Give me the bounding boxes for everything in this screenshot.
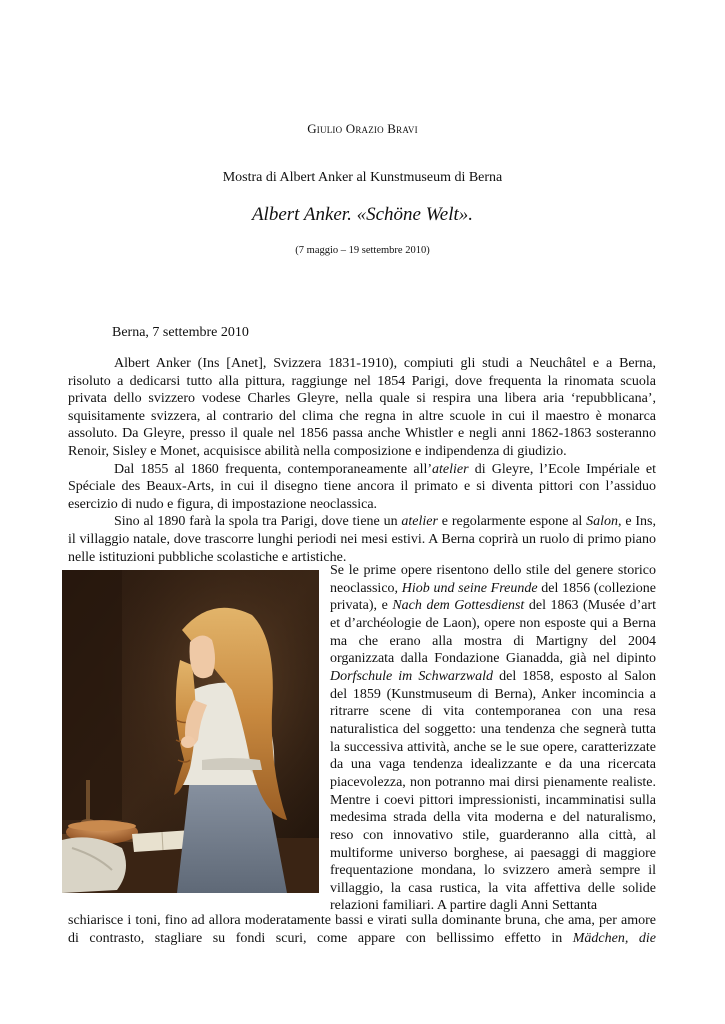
exhibition-subtitle: Mostra di Albert Anker al Kunstmuseum di Berna: [222, 170, 503, 185]
paragraph-3: Sino al 1890 farà la spola tra Parigi, dove tiene un atelier e regolarmente espone al Salon, e Ins, il villaggio natale, dove trascorre lunghi periodi nei mesi estivi. A Berna coprirà un ruolo di primo piano nelle istituzioni pubbliche scolastiche e artistiche.: [68, 514, 656, 565]
continuation-text: [68, 912, 656, 947]
exhibition-dates: (7 maggio – 19 settembre 2010): [295, 245, 430, 256]
article-title: Albert Anker. «Schöne Welt».: [251, 204, 474, 225]
paragraph-2: Dal 1855 al 1860 frequenta, contemporaneamente all’atelier di Gleyre, l’Ecole Impériale et Spéciale des Beaux-Arts, in cui il disegno tiene ancora il primato e si diventa pittori con l’assiduo esercizio di nudo e figura, di impostazione neoclassica.: [68, 461, 657, 512]
wrapped-column-text: [330, 562, 656, 915]
paragraph-1: Albert Anker (Ins [Anet], Svizzera 1831-1910), compiuti gli studi a Neuchâtel e a Berna, risoluto a dedicarsi tutto alla pittura, raggiunge nel 1854 Parigi, dove frequenta la rinomata scuola privata dello svizzero vodese Charles Gleyre, nella quale si respira una libera aria ‘repubblicana’, squisitamente svizzera, al contrario del clima che regna in altre scuole in cui il maestro è monarca assoluto. Da Gleyre, presso il quale nel 1856 passa anche Whistler e negli anni 1862-1863 sosteranno Renoir, Sisley e Monet, acquisisce abilità nella composizione e indipendenza di giudizio.: [68, 356, 656, 459]
paragraph-4: Se le prime opere risentono dello stile del genere storico neoclassico, Hiob und seine Freunde del 1856 (collezione privata), e Nach dem Gottesdienst del 1863 (Musée d’art et d’archéologie de Laon), opere non esposte qui a Berna ma che erano alla mostra di Martigny del 2004 organizzata dalla Fondazione Gianadda, già nel dipinto Dorfschule im Schwarzwald del 1858, esposto al Salon del 1859 (Kunstmuseum di Berna), Anker incomincia a ritrarre scene di vita contemporanea con una resa naturalistica del soggetto: una tendenza che segnerà tutta la successiva attività, anche se le sue opere, caratterizzate da una vaga tendenza idealizzante e da una ricercata piacevolezza, non potranno mai dirsi pienamente realiste. Mentre i coevi pittori impressionisti, incamminatisi sulla medesima strada della vita moderna e del naturalismo, reso con innovativo stile, guarderanno alla città, al multiforme universo borghese, ai paesaggi di maggiore frequentazione mondana, lo svizzero amerà sempre il villaggio, la casa rustica, la vita affettiva delle solide relazioni familiari. A partire dagli Anni Settanta: [330, 563, 657, 914]
author-name: Giulio Orazio Bravi: [307, 121, 418, 136]
paragraph-4-continued: schiarisce i toni, fino ad allora moderatamente bassi e virati sulla dominante bruna, che ama, per amore di contrasto, stagliare su fondi scuri, come appare con bellissimo effetto in Mädchen, die: [68, 913, 656, 946]
painting-image: [62, 570, 319, 893]
article-body: [68, 355, 656, 566]
dateline: Berna, 7 settembre 2010: [112, 325, 249, 340]
